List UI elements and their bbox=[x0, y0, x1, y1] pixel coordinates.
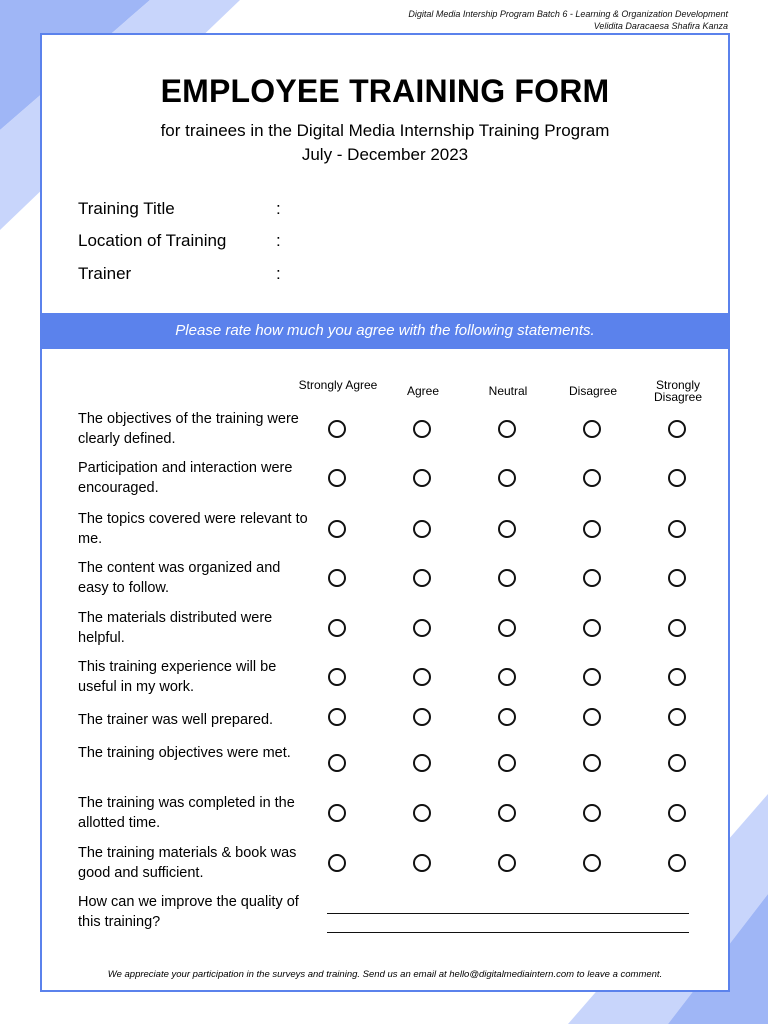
subtitle-program: for trainees in the Digital Media Internship Training Program bbox=[160, 121, 610, 140]
statement-3: The topics covered were relevant to me. bbox=[78, 511, 308, 547]
radio-agree-row-10[interactable] bbox=[413, 854, 431, 872]
radio-neutral-row-2[interactable] bbox=[498, 469, 516, 487]
statement-1: The objectives of the training were clearly defined. bbox=[78, 411, 299, 447]
radio-disagree-row-8[interactable] bbox=[583, 754, 601, 772]
field-training-title[interactable] bbox=[78, 199, 281, 219]
statement-8: The training objectives were met. bbox=[78, 745, 291, 761]
training-form-card bbox=[40, 33, 730, 992]
radio-strongly-agree-row-1[interactable] bbox=[328, 420, 346, 438]
column-header-agree: Agree bbox=[406, 384, 440, 398]
radio-strongly-disagree-row-5[interactable] bbox=[668, 619, 686, 637]
radio-strongly-agree-row-3[interactable] bbox=[328, 520, 346, 538]
radio-agree-row-2[interactable] bbox=[413, 469, 431, 487]
answer-line-1[interactable] bbox=[327, 913, 689, 914]
radio-strongly-agree-row-8[interactable] bbox=[328, 754, 346, 772]
radio-agree-row-3[interactable] bbox=[413, 520, 431, 538]
rating-instruction-banner: Please rate how much you agree with the following statements. bbox=[42, 313, 728, 349]
field-trainer[interactable] bbox=[78, 264, 281, 284]
statement-7: The trainer was well prepared. bbox=[78, 712, 274, 728]
header-note bbox=[408, 8, 728, 32]
radio-neutral-row-7[interactable] bbox=[498, 708, 516, 726]
field-colon: : bbox=[276, 264, 281, 283]
radio-agree-row-4[interactable] bbox=[413, 569, 431, 587]
radio-disagree-row-5[interactable] bbox=[583, 619, 601, 637]
footer-note: We appreciate your participation in the surveys and training. Send us an email at hello@digitalmediaintern.com to leave a comment. bbox=[107, 969, 663, 980]
radio-disagree-row-1[interactable] bbox=[583, 420, 601, 438]
answer-line-2[interactable] bbox=[327, 932, 689, 933]
radio-strongly-disagree-row-7[interactable] bbox=[668, 708, 686, 726]
radio-strongly-disagree-row-8[interactable] bbox=[668, 754, 686, 772]
radio-agree-row-7[interactable] bbox=[413, 708, 431, 726]
column-header-strongly-disagree: Strongly Disagree bbox=[653, 378, 703, 404]
open-question-label: How can we improve the quality of this training? bbox=[78, 894, 299, 930]
radio-strongly-agree-row-10[interactable] bbox=[328, 854, 346, 872]
radio-strongly-agree-row-6[interactable] bbox=[328, 668, 346, 686]
form-subtitle bbox=[42, 119, 728, 167]
radio-strongly-disagree-row-6[interactable] bbox=[668, 668, 686, 686]
radio-agree-row-5[interactable] bbox=[413, 619, 431, 637]
field-label: Location of Training bbox=[78, 231, 227, 250]
radio-strongly-disagree-row-3[interactable] bbox=[668, 520, 686, 538]
radio-disagree-row-4[interactable] bbox=[583, 569, 601, 587]
radio-strongly-disagree-row-9[interactable] bbox=[668, 804, 686, 822]
subtitle-period: July - December 2023 bbox=[301, 145, 469, 164]
radio-neutral-row-3[interactable] bbox=[498, 520, 516, 538]
statement-9: The training was completed in the allotted time. bbox=[78, 795, 295, 831]
radio-agree-row-6[interactable] bbox=[413, 668, 431, 686]
field-label: Trainer bbox=[78, 264, 132, 283]
radio-disagree-row-9[interactable] bbox=[583, 804, 601, 822]
field-location-of-training[interactable] bbox=[78, 231, 281, 251]
radio-strongly-agree-row-5[interactable] bbox=[328, 619, 346, 637]
statement-2: Participation and interaction were encouraged. bbox=[78, 460, 293, 496]
radio-neutral-row-8[interactable] bbox=[498, 754, 516, 772]
radio-strongly-agree-row-4[interactable] bbox=[328, 569, 346, 587]
column-header-strongly-agree: Strongly Agree bbox=[298, 378, 378, 392]
radio-disagree-row-2[interactable] bbox=[583, 469, 601, 487]
field-colon: : bbox=[276, 199, 281, 218]
radio-strongly-disagree-row-10[interactable] bbox=[668, 854, 686, 872]
column-header-disagree: Disagree bbox=[568, 384, 618, 398]
radio-neutral-row-1[interactable] bbox=[498, 420, 516, 438]
field-label: Training Title bbox=[78, 199, 175, 218]
radio-disagree-row-7[interactable] bbox=[583, 708, 601, 726]
column-header-neutral: Neutral bbox=[488, 384, 528, 398]
radio-neutral-row-9[interactable] bbox=[498, 804, 516, 822]
statement-5: The materials distributed were helpful. bbox=[78, 610, 273, 646]
statement-4: The content was organized and easy to follow. bbox=[78, 560, 281, 596]
radio-disagree-row-3[interactable] bbox=[583, 520, 601, 538]
radio-neutral-row-10[interactable] bbox=[498, 854, 516, 872]
radio-agree-row-1[interactable] bbox=[413, 420, 431, 438]
radio-strongly-disagree-row-4[interactable] bbox=[668, 569, 686, 587]
statement-6: This training experience will be useful in my work. bbox=[78, 659, 277, 695]
radio-strongly-disagree-row-1[interactable] bbox=[668, 420, 686, 438]
radio-strongly-agree-row-2[interactable] bbox=[328, 469, 346, 487]
radio-agree-row-8[interactable] bbox=[413, 754, 431, 772]
radio-neutral-row-6[interactable] bbox=[498, 668, 516, 686]
radio-neutral-row-4[interactable] bbox=[498, 569, 516, 587]
radio-disagree-row-6[interactable] bbox=[583, 668, 601, 686]
form-title: EMPLOYEE TRAINING FORM bbox=[160, 73, 610, 109]
radio-strongly-agree-row-7[interactable] bbox=[328, 708, 346, 726]
radio-strongly-disagree-row-2[interactable] bbox=[668, 469, 686, 487]
header-note-author: Velidita Daracaesa Shafira Kanza bbox=[593, 21, 728, 31]
statement-10: The training materials & book was good and sufficient. bbox=[78, 845, 297, 881]
radio-strongly-agree-row-9[interactable] bbox=[328, 804, 346, 822]
header-note-program: Digital Media Intership Program Batch 6 - Learning & Organization Development bbox=[408, 9, 728, 19]
radio-agree-row-9[interactable] bbox=[413, 804, 431, 822]
radio-neutral-row-5[interactable] bbox=[498, 619, 516, 637]
radio-disagree-row-10[interactable] bbox=[583, 854, 601, 872]
field-colon: : bbox=[276, 231, 281, 250]
